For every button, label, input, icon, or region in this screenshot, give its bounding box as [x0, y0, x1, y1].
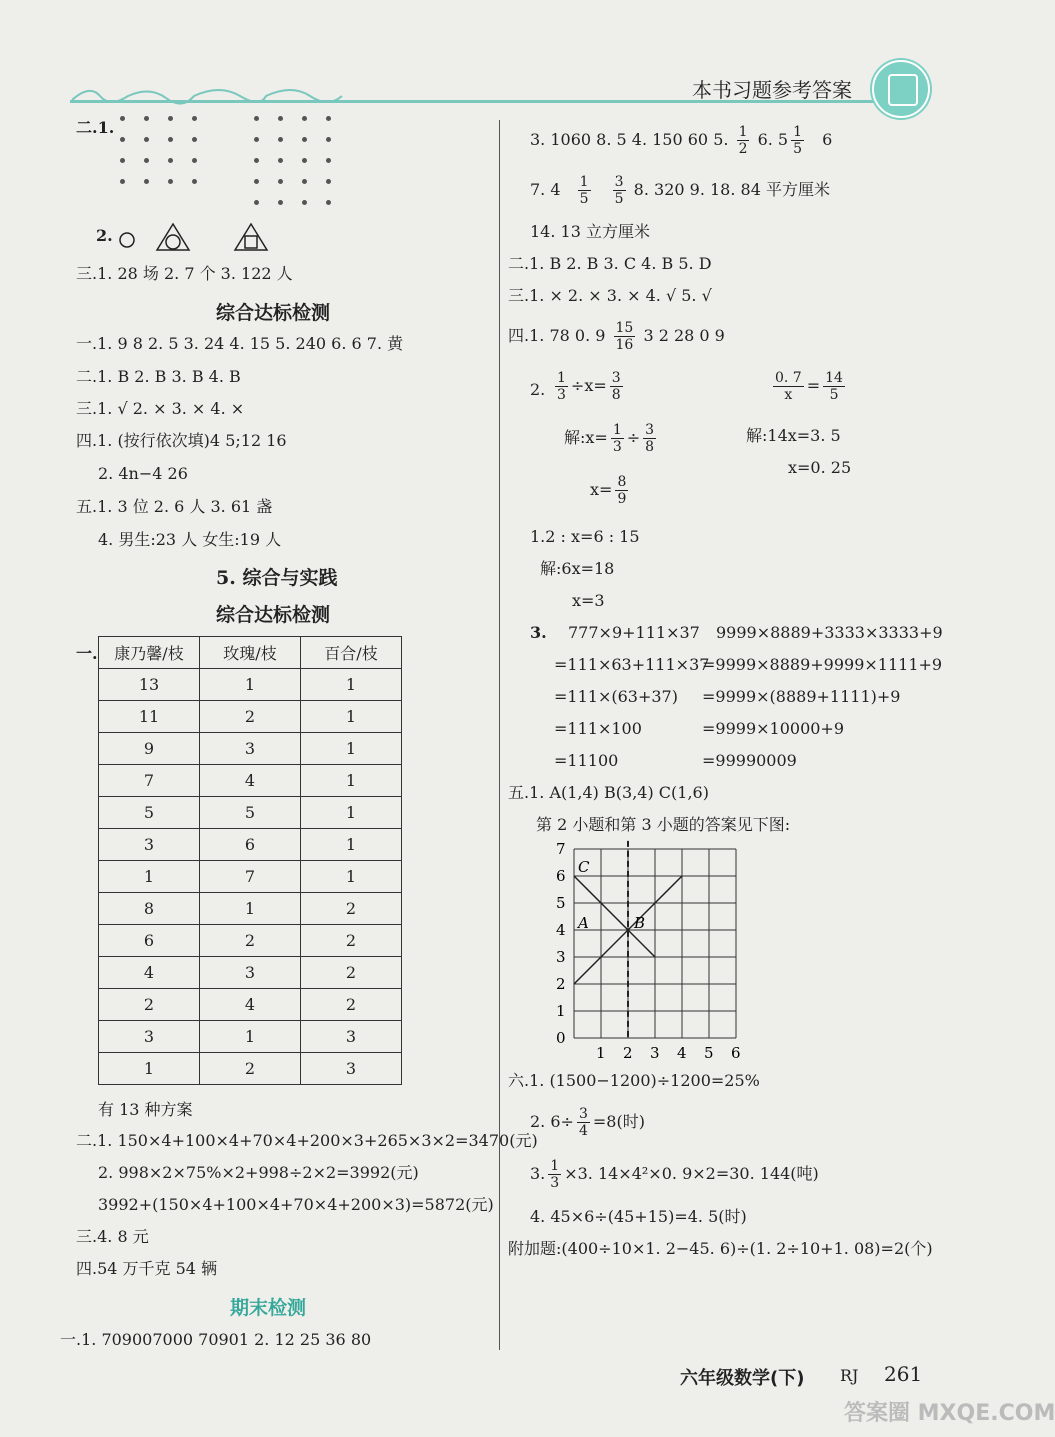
footer-label: 六年级数学(下)	[680, 1368, 805, 1389]
table-cell: 1	[301, 861, 402, 893]
six-line-0: 六.1. (1500−1200)÷1200=25%	[508, 1071, 760, 1090]
y-tick-label: 1	[556, 1002, 566, 1020]
frac-num: 1	[738, 124, 748, 140]
after-line-3: 三.4. 8 元	[76, 1227, 149, 1246]
grid-dot	[326, 158, 331, 163]
grid-dot	[254, 116, 259, 121]
point-label: B	[634, 914, 646, 932]
frac-num: 1	[793, 124, 803, 140]
after-line-4: 四.54 万千克 54 辆	[76, 1259, 218, 1278]
grid-dot	[278, 137, 283, 142]
frac-den: 3	[557, 387, 566, 403]
fraction	[737, 124, 750, 157]
section-title-2: 综合达标检测	[216, 604, 331, 626]
watermark: 答案圈 MXQE.COM	[844, 1401, 1055, 1426]
table-cell: 2	[200, 1053, 301, 1085]
r6-b: 3 2 28 0 9	[643, 326, 725, 345]
table-cell: 1	[200, 669, 301, 701]
table-cell: 5	[200, 797, 301, 829]
left-line-4: 2. 4n−4 26	[98, 464, 188, 483]
calc-l-3: =111×100	[554, 719, 642, 738]
frac-num: 0. 7	[775, 370, 802, 386]
six-2-prefix: 2. 6÷	[530, 1112, 574, 1131]
table-cell: 1	[99, 861, 200, 893]
eq-r-1: x=0. 25	[788, 458, 852, 477]
eq-solve: 解:	[564, 428, 586, 447]
footer-edition: RJ	[840, 1366, 859, 1385]
frac-den: 16	[615, 337, 634, 353]
y-tick-label: 0	[556, 1029, 566, 1047]
frac-den: 9	[617, 491, 627, 507]
footer-page-number: 261	[884, 1362, 923, 1386]
table-row	[99, 701, 402, 733]
six-line-4: 4. 45×6÷(45+15)=4. 5(时)	[530, 1207, 747, 1226]
r1-end: 6	[822, 130, 833, 149]
y-tick-label: 4	[556, 921, 566, 939]
final-test-title: 期末检测	[230, 1297, 307, 1319]
frac-num: 1	[557, 370, 566, 386]
six-3-end: ×3. 14×4²×0. 9×2=30. 144(吨)	[564, 1164, 819, 1183]
table-row	[99, 797, 402, 829]
table-row	[99, 925, 402, 957]
fraction	[613, 174, 626, 207]
frac-den: 2	[738, 141, 748, 157]
grid-dot	[326, 116, 331, 121]
eq-label: 2.	[530, 380, 546, 399]
table-cell: 3	[99, 829, 200, 861]
grid-dot	[278, 179, 283, 184]
table-cell: 1	[301, 701, 402, 733]
grid-dot	[192, 116, 197, 121]
six-2-end: =8(时)	[592, 1112, 645, 1131]
grid-dot	[302, 179, 307, 184]
header-swirl-icon	[70, 82, 360, 106]
table-cell: 1	[99, 1053, 200, 1085]
coord-line: 五.1. A(1,4) B(3,4) C(1,6)	[508, 783, 709, 802]
table-cell: 2	[301, 957, 402, 989]
frac-num: 8	[617, 474, 627, 490]
grid-dot	[144, 179, 149, 184]
final-line: 一.1. 709007000 70901 2. 12 25 36 80	[60, 1330, 372, 1349]
y-tick-label: 2	[556, 975, 566, 993]
calc-r-1: =9999×8889+9999×1111+9	[702, 655, 943, 674]
grid-dot	[120, 116, 125, 121]
point-label: A	[578, 914, 589, 932]
frac-den: 4	[578, 1123, 588, 1139]
calc-l-4: =11100	[554, 751, 619, 770]
x-tick-label: 2	[623, 1044, 633, 1062]
table-cell: 7	[200, 861, 301, 893]
grid-dot	[120, 158, 125, 163]
fraction	[578, 174, 591, 207]
grid-dot	[278, 200, 283, 205]
left-line-2: 三.1. √ 2. × 3. × 4. ×	[76, 399, 245, 418]
calc-r-2: =9999×(8889+1111)+9	[702, 687, 901, 706]
table-cell: 1	[301, 669, 402, 701]
r1-text: 3. 1060 8. 5 4. 150 60 5.	[530, 130, 729, 149]
table-cell: 2	[301, 925, 402, 957]
coordinate-grid	[530, 840, 741, 1062]
frac-num: 1	[612, 422, 622, 438]
table-cell: 3	[200, 733, 301, 765]
six-3-prefix: 3.	[530, 1164, 546, 1183]
left-s3: 三.1. 28 场 2. 7 个 3. 122 人	[76, 264, 293, 283]
table-row	[99, 765, 402, 797]
x-tick-label: 6	[731, 1044, 741, 1062]
fraction	[548, 1158, 561, 1191]
frac-den: 3	[550, 1175, 560, 1191]
table-cell: 1	[200, 893, 301, 925]
table-cell: 1	[200, 1021, 301, 1053]
grid-dot	[302, 158, 307, 163]
book-logo-icon	[872, 60, 930, 118]
eq-1: $\frac{1}{3}$ ÷x= $\frac{3}{8}$	[557, 370, 621, 403]
six-line-3	[530, 1158, 819, 1191]
eq-l-2: 1.2 : x=6 : 15	[530, 527, 640, 546]
grid-dot	[144, 158, 149, 163]
table-note: 有 13 种方案	[98, 1100, 193, 1119]
calc-l-1: =111×63+111×37	[554, 655, 710, 674]
r1-mid: 6. 5	[757, 130, 789, 149]
table-cell: 1	[301, 797, 402, 829]
header-title: 本书习题参考答案	[692, 78, 852, 102]
frac-den: 3	[612, 439, 622, 455]
table-cell: 4	[200, 765, 301, 797]
x-tick-label: 4	[677, 1044, 687, 1062]
left-s2-1: 二.1.	[76, 118, 115, 137]
x-tick-label: 5	[704, 1044, 714, 1062]
table-cell: 2	[99, 989, 200, 1021]
left-line-1: 二.1. B 2. B 3. B 4. B	[76, 367, 241, 386]
y-tick-label: 5	[556, 894, 566, 912]
column-divider	[499, 120, 500, 1350]
fraction	[555, 370, 568, 403]
table-row	[99, 733, 402, 765]
table-header: 康乃馨/枝	[99, 637, 200, 669]
table-cell: 3	[200, 957, 301, 989]
table-cell: 3	[99, 1021, 200, 1053]
table-row	[99, 1053, 402, 1085]
table-cell: 1	[301, 765, 402, 797]
six-line-2a	[530, 1106, 645, 1139]
grid-dot	[144, 116, 149, 121]
y-tick-label: 7	[556, 840, 566, 858]
table-cell: 13	[99, 669, 200, 701]
fraction	[823, 370, 845, 403]
table-row	[99, 893, 402, 925]
right-row-1	[530, 124, 832, 157]
shape-answers	[115, 218, 275, 254]
eq-3: x= $\frac{8}{9}$	[590, 474, 627, 507]
table-row	[99, 989, 402, 1021]
table-cell: 4	[99, 957, 200, 989]
frac-den: x	[784, 387, 793, 403]
right-row-5: 三.1. × 2. × 3. × 4. √ 5. √	[508, 286, 712, 305]
frac-den: 5	[793, 141, 803, 157]
grid-dot	[192, 158, 197, 163]
table-header: 玫瑰/枝	[200, 637, 301, 669]
grid-dot	[254, 200, 259, 205]
right-row-3: 14. 13 立方厘米	[530, 222, 650, 241]
table-cell: 7	[99, 765, 200, 797]
fraction	[791, 124, 804, 157]
frac-num: 3	[578, 1106, 588, 1122]
table-row	[99, 957, 402, 989]
frac-den: 5	[579, 191, 589, 207]
grid-dot	[254, 137, 259, 142]
grid-dot	[302, 200, 307, 205]
frac-num: 3	[611, 370, 621, 386]
section-title-1: 综合达标检测	[216, 302, 331, 324]
table-row	[99, 861, 402, 893]
y-tick-label: 3	[556, 948, 566, 966]
table-cell: 9	[99, 733, 200, 765]
frac-num: 3	[645, 422, 655, 438]
right-row-2	[530, 174, 830, 207]
grid-dot	[302, 137, 307, 142]
grid-dot	[326, 200, 331, 205]
frac-den: 5	[829, 387, 839, 403]
eq-1-r: $\frac{0. 7}{x}$ = $\frac{14}{5}$	[775, 370, 843, 403]
after-line-1: 2. 998×2×75%×2+998÷2×2=3992(元)	[98, 1163, 419, 1182]
table-cell: 5	[99, 797, 200, 829]
calc-r-0: 9999×8889+3333×3333+9	[716, 623, 943, 642]
grid-dot	[192, 179, 197, 184]
frac-num: 14	[825, 370, 843, 386]
coord-note: 第 2 小题和第 3 小题的答案见下图:	[536, 815, 791, 834]
table-cell: 3	[301, 1053, 402, 1085]
table-prefix: 一.	[76, 644, 98, 663]
frac-num: 1	[579, 174, 589, 190]
grid-dot	[278, 116, 283, 121]
grid-dot	[192, 137, 197, 142]
point-label: C	[578, 858, 590, 876]
fraction	[614, 320, 636, 353]
left-line-5: 五.1. 3 位 2. 6 人 3. 61 盏	[76, 497, 273, 516]
after-line-2: 3992+(150×4+100×4+70×4+200×3)=5872(元)	[98, 1195, 494, 1214]
table-cell: 2	[301, 893, 402, 925]
frac-den: 5	[614, 191, 624, 207]
fraction	[610, 370, 623, 403]
calc-r-3: =9999×10000+9	[702, 719, 845, 738]
table-header: 百合/枝	[301, 637, 402, 669]
right-row-6	[508, 320, 725, 353]
table-cell: 2	[200, 925, 301, 957]
grid-dot	[254, 179, 259, 184]
fraction	[577, 1106, 590, 1139]
table-cell: 1	[301, 733, 402, 765]
left-line-0: 一.1. 9 8 2. 5 3. 24 4. 15 5. 240 6. 6 7. 黄	[76, 334, 404, 353]
frac-num: 15	[615, 320, 634, 336]
r2-a: 7. 4	[530, 180, 561, 199]
x-tick-label: 1	[596, 1044, 606, 1062]
calc-r-4: =99990009	[702, 751, 797, 770]
left-s2-2: 2.	[96, 226, 113, 245]
table-cell: 6	[99, 925, 200, 957]
dot-grid-2	[254, 116, 354, 216]
fraction	[773, 370, 804, 403]
calc-l-0: 777×9+111×37	[568, 623, 700, 642]
frac-den: 8	[645, 439, 655, 455]
x-tick-label: 3	[650, 1044, 660, 1062]
frac-num: 3	[614, 174, 624, 190]
grid-dot	[168, 179, 173, 184]
right-row-4: 二.1. B 2. B 3. C 4. B 5. D	[508, 254, 712, 273]
frac-num: 1	[550, 1158, 560, 1174]
table-cell: 1	[301, 829, 402, 861]
frac-den: 8	[611, 387, 621, 403]
grid-dot	[326, 179, 331, 184]
table-cell: 8	[99, 893, 200, 925]
after-line-0: 二.1. 150×4+100×4+70×4+200×3+265×3×2=3470(元)	[76, 1131, 538, 1150]
table-cell: 3	[301, 1021, 402, 1053]
calc-l-2: =111×(63+37)	[554, 687, 678, 706]
grid-dot	[168, 137, 173, 142]
eq-2: 解:x= $\frac{1}{3}$ ÷ $\frac{3}{8}$	[564, 422, 655, 455]
eq-l-3: 解:6x=18	[540, 559, 615, 578]
grid-dot	[120, 179, 125, 184]
bonus-line: 附加题:(400÷10×1. 2−45. 6)÷(1. 2÷10+1. 08)=2(个)	[508, 1239, 933, 1258]
table-cell: 2	[301, 989, 402, 1021]
grid-dot	[302, 116, 307, 121]
grid-dot	[278, 158, 283, 163]
grid-dot	[120, 137, 125, 142]
chapter-title: 5. 综合与实践	[216, 567, 338, 589]
grid-dot	[168, 116, 173, 121]
grid-dot	[254, 158, 259, 163]
table-row	[99, 829, 402, 861]
fraction	[615, 474, 628, 507]
table-cell: 11	[99, 701, 200, 733]
left-line-6: 4. 男生:23 人 女生:19 人	[98, 530, 282, 549]
grid-dot	[144, 137, 149, 142]
eq-l-4: x=3	[572, 591, 605, 610]
table-row	[99, 669, 402, 701]
y-tick-label: 6	[556, 867, 566, 885]
fraction	[611, 422, 624, 455]
r6-a: 四.1. 78 0. 9	[508, 326, 606, 345]
fraction	[643, 422, 656, 455]
left-line-3: 四.1. (按行依次填)4 5;12 16	[76, 431, 287, 450]
r2-b: 8. 320 9. 18. 84 平方厘米	[633, 180, 830, 199]
grid-dot	[168, 158, 173, 163]
grid-dot	[326, 137, 331, 142]
table-row	[99, 1021, 402, 1053]
eq-r-0: 解:14x=3. 5	[746, 426, 841, 445]
table-cell: 2	[200, 701, 301, 733]
calc-label: 3.	[530, 623, 547, 642]
table-cell: 4	[200, 989, 301, 1021]
dot-grid-1	[120, 116, 200, 186]
solution-table	[98, 636, 402, 1085]
table-cell: 6	[200, 829, 301, 861]
